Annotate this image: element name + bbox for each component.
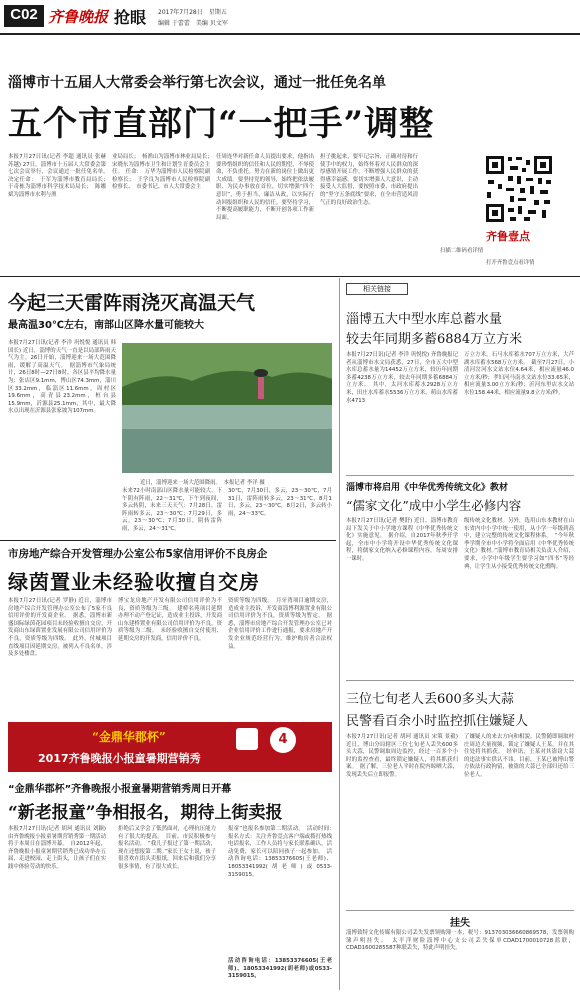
housing-kicker: 市房地产综合开发管理办公室公布5家信用评价不良房企 [8,548,268,560]
promo-banner-title: “金鼎华郡杯” [92,730,166,744]
lost-text: 淄博致特文化传媒有限公司丢失发票领购簿一本，税号：913703036660869578，发票领购簿声明挂失。 太平洋财险淄博中心支公司丢失保单CDAD1700010728蓝联，CDAD1600285587种联丢失，特此声明挂失。 [346,930,574,952]
issue-date: 2017年7月28日 星期五 [158,9,227,16]
lead-column-4: 担子挑起来，要牢记宗旨，正确对待和行使手中的权力，始终怀着对人民群众的深厚感情开展工作，不断增强人民群众的获得感幸福感。要切实增强人大意识，主动接受人大监督，要按照市委、市政府提出的“坚守五条底线”要求，在全市营造风清气正的良好政治生态。 [320,154,418,206]
housing-column-3: 资质等级为四级。 月牙湾项目逾期交房，造成业主投诉，开发商淄博利源置业有限公司信用评价为不良，资质等级为暂定。 据悉，淄博市房地产综合开发管理办公室已对企业信用评价工作进行通报，要求房地产开发企业规范经营行为，维护购房者合法权益。 [228,598,332,650]
masthead [0,0,580,40]
editor-credit: 编辑 于蕾蕾 美编 贝文军 [158,20,228,27]
promo-banner-subtitle: 2017齐鲁晚报小报童暑期营销秀 [38,752,201,765]
elderly-column-1: 本报7月27日讯(记者 胡珂 通讯员 宋策 景毅) 近日，博山分局辖区三位七旬老人丢失600多头大蒜，民警调取周边监控，经过一百多个小时的监控查看，最终锁定嫌疑人，将其抓获归案。 据了解，三位老人平时在院内晾晒大蒜，发现丢失后立即报警。 [346,734,458,778]
lost-divider [346,910,574,911]
promo-column-1: 本报7月27日讯(记者 胡珂 通讯员 刘颖) 由齐鲁晚报小报童暑期营销秀第一期活动将于本周日在淄博开幕。 自2012年起，齐鲁晚报小报童暑期营销秀已成功举办五届，走进校园、走上街头，让孩子们在实践中体验劳动的快乐。 [8,826,106,870]
weather-column-2: 未来72小时南部山区降水量可能较大。下午阴有阵雨，22～31℃，下午到夜间，多云转阴，未来三天天气：7月28日，雷阵雨转多云，23～30℃；7月29日，多云，23～30℃；7月30日，阴转雷阵雨，多云，24～31℃。 [122,488,222,532]
reservoir-headline-1: 淄博五大中型水库总蓄水量 [346,312,503,327]
qr-code-icon [484,154,554,224]
promo-banner[interactable] [8,722,332,772]
section-name: 抢眼 [114,8,147,27]
paper-name: 齐鲁晚报 [48,10,109,26]
weather-column-1: 本报7月27日讯(记者 李洋 巩悦悦 通讯员 韩国长) 近日，淄博的天气一直是以局部阵雨天气为主。26日开始，淄博迎来一场大范围降雨，缓解了高温天气。 据淄博市气象局统计，26日8时—27日8时，各区县平均降水量为：张店区9.1mm，博山区74.3mm，淄川区33.2mm，临淄区11.6mm，周村区19.6mm，高青县23.2mm，桓台县15.9mm，沂源县25.1mm，其中，最大降水点出现在沂源县张家坡为107mm。 [8,340,116,415]
weather-photo [122,343,332,473]
lost-title: 挂失 [450,918,470,929]
promo-headline: “新老报童”争相报名，期待上街卖报 [8,803,283,823]
elderly-headline-2: 民警看百余小时监控抓住嫌疑人 [346,714,529,729]
rainy-lake-photo [122,343,332,473]
housing-column-2: 博宝龙房地产开发有限公司信用评价为不良，资质等级为三级。 建桥名苑项目延期办理不动产登记证，造成业主投诉，开发商山东建桥置业有限公司信用评价为不良，资质等级为二级。 未经验收擅自交付使用、延期交房的开发商，信用评价不良。 [118,598,222,642]
related-link-label: 相关链接 [363,285,391,293]
qr-code[interactable] [484,154,554,224]
promo-kicker: “金鼎华郡杯”齐鲁晚报小报童暑期营销秀周日开幕 [8,784,232,795]
lead-column-1: 本报7月27日讯(记者 李超 通讯员 张赫 苏越) 27日，淄博市十五届人大常委会第七次会议举行，会议通过一批任免名单。 决定任命： 于军为淄博市教育局局长； 于奇栋为淄博市科学技术局局长； 陈娜斌为淄博市水利与渔 [8,154,112,198]
weather-divider [0,540,336,541]
promo-badge: 4 [270,727,296,753]
lead-column-2: 业局局长； 杨渔山为淄博市林业局局长； 宋晓东为淄博市卫生和计划生育委员会主任。 任命： 万华为淄博市人民检察院副检察长； 王学良为淄博市人民检察院副检察长、 市委书记、市人大常委会主 [112,154,216,191]
masthead-rule [0,33,580,35]
page-number: C02 [10,6,38,23]
culture-kicker: 淄博市将启用《中华优秀传统文化》教材 [346,483,509,493]
weather-photo-caption: 近日，淄博迎来一场大范围降雨。 本报记者 李洋 摄 [140,480,265,486]
lead-headline: 五个市直部门“一把手”调整 [8,104,435,144]
column-divider [339,278,340,990]
reservoir-divider [346,475,574,476]
related-link-tag [346,283,408,295]
weather-headline: 今起三天雷阵雨浇灭高温天气 [8,292,256,314]
reservoir-column-2: 万立方米，石马水库蓄水707万立方米，大芦湖水库蓄水568万立方米。 截至7月27日，小清河岔河水文站水位4.64米，相应流量46.0立方米/秒；孝妇河马南水文站水位33.65米，相应流量3.00立方米/秒；沂河东里店水文站水位158.44米，相应流量9.8立方米/秒。 [464,352,574,396]
housing-headline: 绿茵置业未经验收擅自交房 [8,570,260,594]
promo-column-2: 拒绝后又学会了低然面对，心理抗压能力有了很大的提高。 目前，市民积极参与报名活动。 “我儿子报过了第一期活动，现在还想报第二期。”家长王女士说，孩子很喜欢在街头卖报纸，回来后和我们分享很多事情，有了很大成长。 [118,826,216,870]
lead-divider [0,276,580,277]
culture-headline: “儒家文化”成中小学生必修内容 [346,498,522,513]
weather-subhead: 最高温30℃左右，南部山区降水量可能较大 [8,320,205,331]
culture-column-2: 级传统文化教材。另外，选用山东本教材在山东省内中小学中统一使用，从小学一年级到高中，建立完整的传统文化课程体系。 “今年秋季学期全市中小学将全面启用《中华优秀传统文化》教材。”淄博市教育局相关负责人介绍，要求，小学中年级学生要学习如“四书”等经典，让学生从小接受优秀传统文化熏陶。 [464,518,574,570]
culture-divider [346,680,574,681]
culture-column-1: 本报7月27日讯(记者 樊舒) 近日，淄博市教育局下发关于中小学地方课程《中华优秀传统文化》实施意见。 据介绍，自2017年秋季开学起，全市中小学将开设中华优秀传统文化课程，将儒家文化纳入必修课程内容，每周安排一课时。 [346,518,458,562]
reservoir-headline-2: 较去年同期多蓄6884万立方米 [346,332,523,347]
weather-column-3: 30℃，7月30日，多云，23～30℃，7月31日，雷阵雨转多云，23～31℃，8月1日，多云，23～30℃，8月2日，多云转小雨，24～33℃。 [228,488,332,517]
qr-brand: 齐鲁壹点 [486,230,530,243]
qr-note: 打开齐鲁壹点看详情 [486,260,535,266]
promo-contact: 活动咨询电话：13853376605(王老师)、18053341992(胡老师)或0533-3159015。 [228,958,332,980]
lead-column-3: 任周连华对新任命人员提出要求，他指出要珍惜组织的信任和人民的期望，不辱使命，不负重托。努力在新的岗位上做出更大成绩。要坚持党的领导，始终把依法履职、为民办事放在首位，切实增强“四个意识”，勇于担当，廉洁从政，以实际行动回报组织和人民的信任。要坚持学习，不断提高履职能力，不断开创各项工作新局面。 [216,154,314,221]
elderly-headline-1: 三位七旬老人丢600多头大蒜 [346,692,514,707]
lead-kicker: 淄博市十五届人大常委会举行第七次会议，通过一批任免名单 [8,75,386,91]
reservoir-column-1: 本报7月27日讯(记者 李洋 巩悦悦) 齐鲁晚报记者从淄博市水文局获悉，27日，全市五大中型水库总蓄水量为14452万立方米，较历年同期多蓄4238万立方米，较去年同期多蓄6884万立方米。 其中，太河水库蓄水2928万立方米，田庄水库蓄水5536万立方米，萌山水库蓄水4713 [346,352,458,404]
housing-column-1: 本报7月27日讯(记者 罗静) 近日，淄博市房地产综合开发管理办公室公布了5家不良信用评价的开发商企业。 据悉，淄博市新盛国际绿茵花园项目未经验收擅自交房，开发商山东绿茵置业发展有限公司信用评价为不良，资质等级为四级。 此外，付城项目直线项目因延期交房，被列入不良名单，涉及多处楼盘。 [8,598,112,658]
elderly-column-2: 了嫌疑人的来去方向和相貌。民警随即调取村庄周边大量视频，锁定了嫌疑人王某，并在其住处将其抓获。 经审讯，王某对其盗窃大蒜的违法事实供认不讳。目前，王某已被博山警方依法行政拘留，被盗的大蒜已全部归还给三位老人。 [464,734,574,778]
qr-caption: 扫描二维码看详情 [440,248,484,254]
promo-column-3: 报童”也报名参加第二期活动。 活动时间： 报名方式：关注齐鲁壹点客户端或拨打热线电话报名，工作人员将与家长联系确认，活动免费，家长可以陪同孩子一起参加。 活动咨询电话：13853376605(王老师)、18053341992(胡老师)或0533-3159015。 [228,826,338,878]
sponsor-logo [236,728,258,750]
